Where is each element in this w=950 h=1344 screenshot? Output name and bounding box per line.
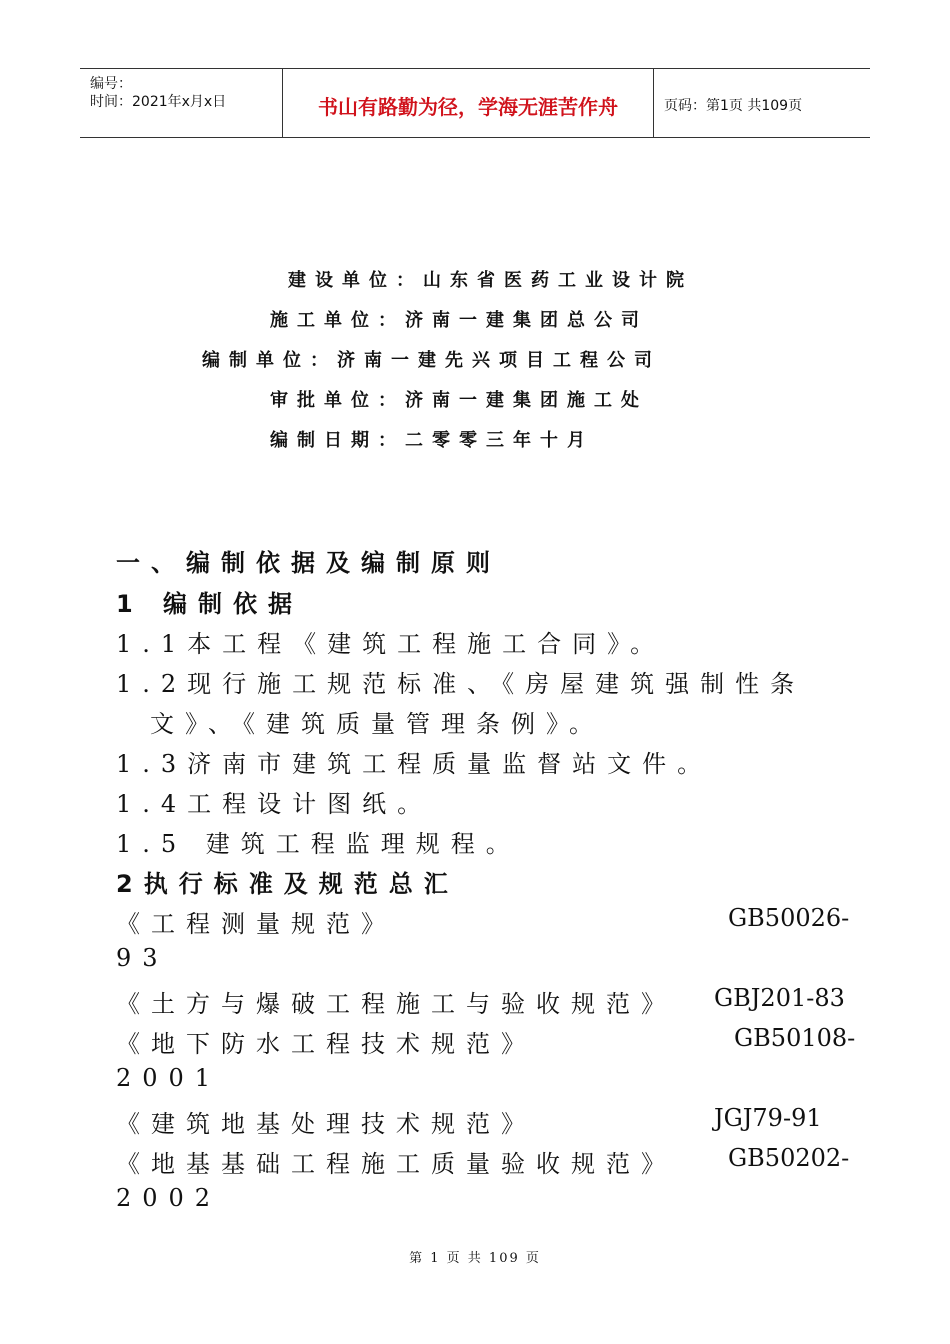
document-time-label: 时间：2021年x月x日: [90, 94, 227, 110]
standard-name: 《工程测量规范》: [116, 910, 396, 938]
basis-item: 1.1本工程《建筑工程施工合同》。: [116, 630, 666, 658]
standard-code-continued: 2002: [116, 1184, 222, 1212]
standard-code-continued: 93: [116, 944, 169, 972]
document-header: [80, 68, 870, 138]
header-motto-cell: [283, 69, 654, 137]
standard-code: GB50108-: [734, 1024, 856, 1052]
basis-item: 1.2现行施工规范标准、《房屋建筑强制性条: [116, 670, 806, 698]
standard-code: GB50202-: [728, 1144, 850, 1172]
construction-unit: 建设单位：山东省医药工业设计院: [288, 270, 693, 291]
standard-code: JGJ79-91: [714, 1104, 822, 1132]
header-info-cell: [80, 69, 283, 137]
basis-item: 1.4工程设计图纸。: [116, 790, 433, 818]
document-number-label: 编号：: [90, 76, 132, 92]
compile-date: 编制日期：二零零三年十月: [270, 430, 594, 451]
subsection-title-basis: 1 编制依据: [116, 590, 304, 618]
standard-code: GBJ201-83: [714, 984, 845, 1012]
basis-item: 1.3济南市建筑工程质量监督站文件。: [116, 750, 713, 778]
standard-name: 《地下防水工程技术规范》: [116, 1030, 536, 1058]
approval-unit: 审批单位：济南一建集团施工处: [270, 390, 648, 411]
basis-item: 1.5 建筑工程监理规程。: [116, 830, 521, 858]
builder-unit: 施工单位：济南一建集团总公司: [270, 310, 648, 331]
header-page-cell: [654, 69, 870, 137]
standard-name: 《土方与爆破工程施工与验收规范》: [116, 990, 676, 1018]
section-title: 一、编制依据及编制原则: [116, 549, 501, 577]
standard-code-continued: 2001: [116, 1064, 222, 1092]
header-motto: 书山有路勤为径，学海无涯苦作舟: [318, 95, 618, 119]
standard-name: 《地基基础工程施工质量验收规范》: [116, 1150, 676, 1178]
page-footer: 第 1 页 共 109 页: [409, 1251, 541, 1266]
standard-code: GB50026-: [728, 904, 850, 932]
header-page-code: 页码：第1页 共109页: [664, 98, 803, 114]
subsection-title-standards: 2执行标准及规范总汇: [116, 870, 459, 898]
basis-item-continued: 文》、《建筑质量管理条例》。: [150, 710, 604, 738]
standard-name: 《建筑地基处理技术规范》: [116, 1110, 536, 1138]
compiler-unit: 编制单位：济南一建先兴项目工程公司: [202, 350, 661, 371]
